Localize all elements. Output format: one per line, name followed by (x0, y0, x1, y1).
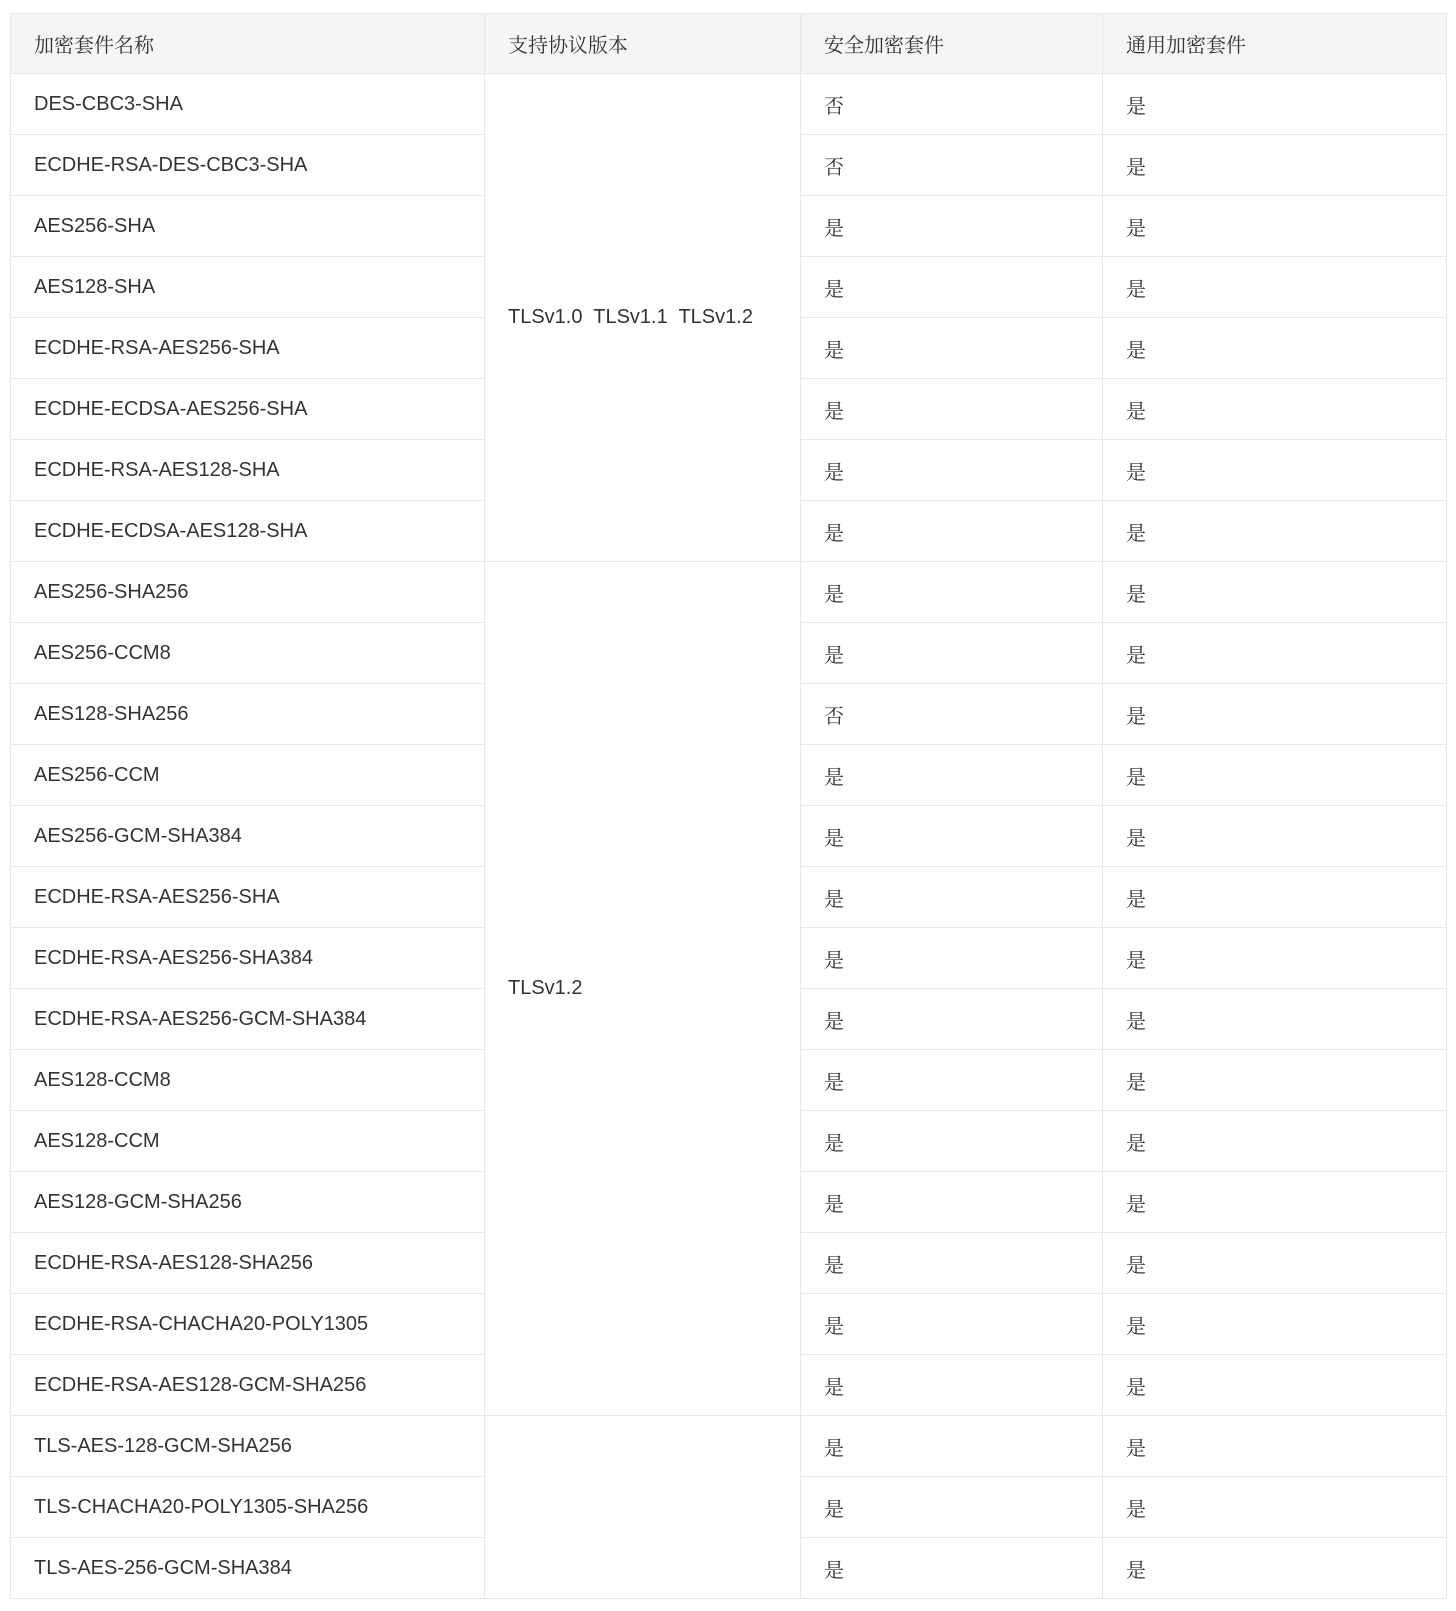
cipher-name-cell: AES256-SHA (11, 196, 485, 257)
protocol-version-cell: TLSv1.2 (485, 562, 801, 1416)
general-suite-cell: 是 (1103, 74, 1447, 135)
general-suite-cell: 是 (1103, 1233, 1447, 1294)
table-row (11, 74, 1447, 135)
header-general-suite: 通用加密套件 (1103, 14, 1447, 74)
secure-suite-cell: 是 (801, 562, 1103, 623)
general-suite-cell: 是 (1103, 379, 1447, 440)
secure-suite-cell: 是 (801, 1050, 1103, 1111)
cipher-name-cell: DES-CBC3-SHA (11, 74, 485, 135)
general-suite-cell: 是 (1103, 806, 1447, 867)
secure-suite-cell: 否 (801, 74, 1103, 135)
secure-suite-cell: 是 (801, 989, 1103, 1050)
general-suite-cell: 是 (1103, 745, 1447, 806)
secure-suite-cell: 是 (801, 745, 1103, 806)
secure-suite-cell: 是 (801, 196, 1103, 257)
secure-suite-cell: 否 (801, 135, 1103, 196)
general-suite-cell: 是 (1103, 440, 1447, 501)
secure-suite-cell: 是 (801, 1355, 1103, 1416)
secure-suite-cell: 是 (801, 440, 1103, 501)
secure-suite-cell: 是 (801, 623, 1103, 684)
general-suite-cell: 是 (1103, 1111, 1447, 1172)
protocol-version-cell (485, 1416, 801, 1599)
table-body (11, 74, 1447, 1599)
general-suite-cell: 是 (1103, 684, 1447, 745)
cipher-name-cell: ECDHE-RSA-AES128-SHA (11, 440, 485, 501)
secure-suite-cell: 是 (801, 257, 1103, 318)
general-suite-cell: 是 (1103, 501, 1447, 562)
general-suite-cell: 是 (1103, 1294, 1447, 1355)
general-suite-cell: 是 (1103, 135, 1447, 196)
cipher-name-cell: AES256-CCM (11, 745, 485, 806)
table-header (11, 14, 1447, 74)
secure-suite-cell: 是 (801, 501, 1103, 562)
header-row (11, 14, 1447, 74)
general-suite-cell: 是 (1103, 623, 1447, 684)
cipher-name-cell: TLS-AES-256-GCM-SHA384 (11, 1538, 485, 1599)
cipher-name-cell: AES128-SHA (11, 257, 485, 318)
cipher-name-cell: ECDHE-RSA-AES128-SHA256 (11, 1233, 485, 1294)
cipher-name-cell: ECDHE-RSA-AES256-GCM-SHA384 (11, 989, 485, 1050)
secure-suite-cell: 是 (801, 1233, 1103, 1294)
cipher-name-cell: ECDHE-RSA-AES256-SHA384 (11, 928, 485, 989)
secure-suite-cell: 是 (801, 379, 1103, 440)
general-suite-cell: 是 (1103, 257, 1447, 318)
secure-suite-cell: 是 (801, 1477, 1103, 1538)
cipher-name-cell: AES256-SHA256 (11, 562, 485, 623)
secure-suite-cell: 是 (801, 1294, 1103, 1355)
cipher-name-cell: TLS-CHACHA20-POLY1305-SHA256 (11, 1477, 485, 1538)
cipher-name-cell: ECDHE-RSA-AES128-GCM-SHA256 (11, 1355, 485, 1416)
cipher-name-cell: ECDHE-RSA-AES256-SHA (11, 318, 485, 379)
table-row (11, 562, 1447, 623)
cipher-name-cell: AES128-CCM (11, 1111, 485, 1172)
secure-suite-cell: 是 (801, 806, 1103, 867)
general-suite-cell: 是 (1103, 318, 1447, 379)
cipher-name-cell: ECDHE-ECDSA-AES256-SHA (11, 379, 485, 440)
cipher-name-cell: AES256-GCM-SHA384 (11, 806, 485, 867)
general-suite-cell: 是 (1103, 196, 1447, 257)
cipher-name-cell: TLS-AES-128-GCM-SHA256 (11, 1416, 485, 1477)
secure-suite-cell: 是 (801, 1172, 1103, 1233)
general-suite-cell: 是 (1103, 1050, 1447, 1111)
cipher-name-cell: AES256-CCM8 (11, 623, 485, 684)
table-row (11, 1416, 1447, 1477)
general-suite-cell: 是 (1103, 989, 1447, 1050)
general-suite-cell: 是 (1103, 1416, 1447, 1477)
cipher-name-cell: ECDHE-RSA-DES-CBC3-SHA (11, 135, 485, 196)
general-suite-cell: 是 (1103, 1355, 1447, 1416)
cipher-name-cell: ECDHE-RSA-CHACHA20-POLY1305 (11, 1294, 485, 1355)
header-cipher-name: 加密套件名称 (11, 14, 485, 74)
cipher-name-cell: ECDHE-ECDSA-AES128-SHA (11, 501, 485, 562)
cipher-name-cell: ECDHE-RSA-AES256-SHA (11, 867, 485, 928)
secure-suite-cell: 是 (801, 1538, 1103, 1599)
general-suite-cell: 是 (1103, 562, 1447, 623)
secure-suite-cell: 否 (801, 684, 1103, 745)
secure-suite-cell: 是 (801, 1416, 1103, 1477)
secure-suite-cell: 是 (801, 1111, 1103, 1172)
secure-suite-cell: 是 (801, 928, 1103, 989)
general-suite-cell: 是 (1103, 928, 1447, 989)
cipher-name-cell: AES128-GCM-SHA256 (11, 1172, 485, 1233)
cipher-name-cell: AES128-CCM8 (11, 1050, 485, 1111)
general-suite-cell: 是 (1103, 1477, 1447, 1538)
general-suite-cell: 是 (1103, 867, 1447, 928)
cipher-suite-table (10, 13, 1447, 1599)
secure-suite-cell: 是 (801, 318, 1103, 379)
protocol-version-cell: TLSv1.0 TLSv1.1 TLSv1.2 (485, 74, 801, 562)
cipher-name-cell: AES128-SHA256 (11, 684, 485, 745)
secure-suite-cell: 是 (801, 867, 1103, 928)
general-suite-cell: 是 (1103, 1172, 1447, 1233)
general-suite-cell: 是 (1103, 1538, 1447, 1599)
header-secure-suite: 安全加密套件 (801, 14, 1103, 74)
header-protocol-version: 支持协议版本 (485, 14, 801, 74)
